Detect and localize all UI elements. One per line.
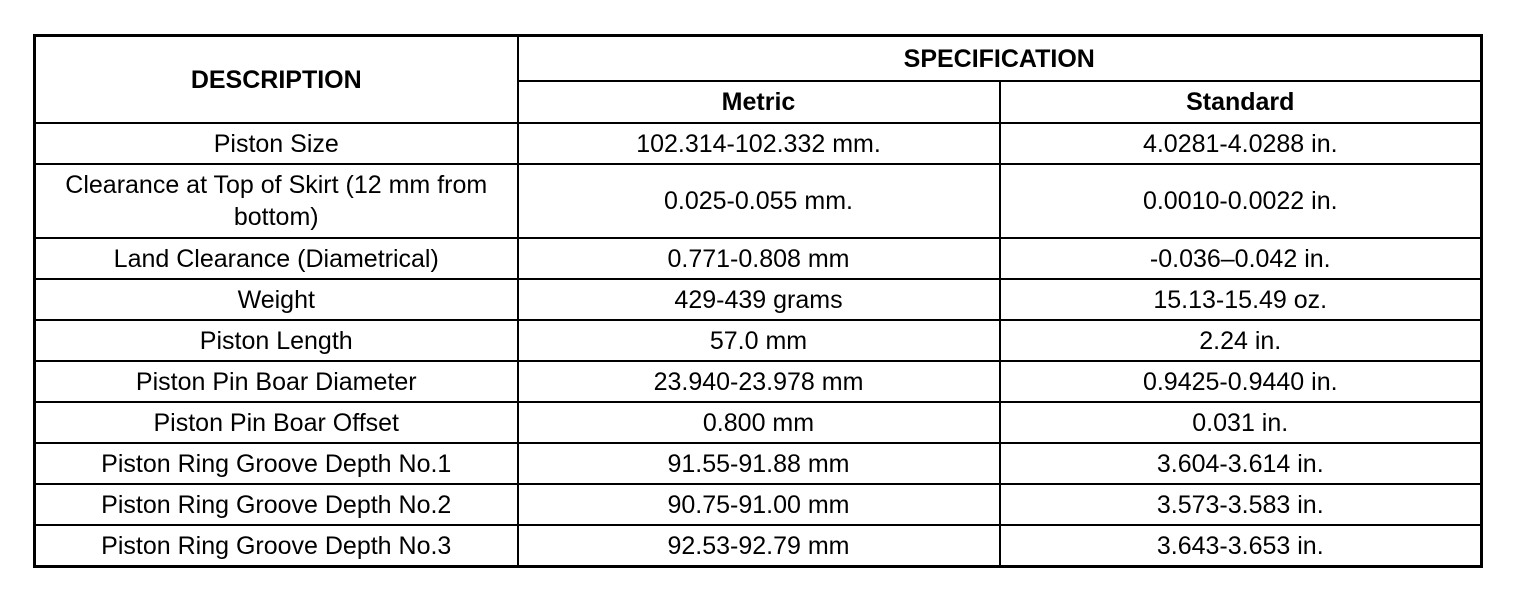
standard-cell: 0.9425-0.9440 in. — [1000, 361, 1482, 402]
table-row — [35, 484, 1482, 525]
standard-cell: 3.573-3.583 in. — [1000, 484, 1482, 525]
standard-cell: 0.031 in. — [1000, 402, 1482, 443]
metric-cell: 429-439 grams — [518, 279, 1000, 320]
table-row — [35, 402, 1482, 443]
description-cell: Piston Ring Groove Depth No.3 — [35, 525, 518, 567]
description-cell: Piston Size — [35, 123, 518, 164]
table-row — [35, 443, 1482, 484]
metric-cell: 0.025-0.055 mm. — [518, 164, 1000, 238]
metric-cell: 0.771-0.808 mm — [518, 238, 1000, 279]
standard-cell: -0.036–0.042 in. — [1000, 238, 1482, 279]
metric-cell: 90.75-91.00 mm — [518, 484, 1000, 525]
standard-cell: 0.0010-0.0022 in. — [1000, 164, 1482, 238]
metric-cell: 0.800 mm — [518, 402, 1000, 443]
metric-cell: 57.0 mm — [518, 320, 1000, 361]
description-cell — [35, 164, 518, 238]
description-header: DESCRIPTION — [35, 36, 518, 124]
metric-header: Metric — [518, 81, 1000, 123]
description-cell: Piston Ring Groove Depth No.1 — [35, 443, 518, 484]
standard-header: Standard — [1000, 81, 1482, 123]
standard-cell: 2.24 in. — [1000, 320, 1482, 361]
table-row — [35, 238, 1482, 279]
standard-cell: 3.604-3.614 in. — [1000, 443, 1482, 484]
metric-cell: 91.55-91.88 mm — [518, 443, 1000, 484]
metric-cell: 92.53-92.79 mm — [518, 525, 1000, 567]
table-row — [35, 279, 1482, 320]
description-text: Clearance at Top of Skirt (12 mm from bottom) — [65, 171, 488, 231]
description-cell: Land Clearance (Diametrical) — [35, 238, 518, 279]
description-cell: Weight — [35, 279, 518, 320]
description-cell: Piston Length — [35, 320, 518, 361]
header-row-top — [35, 36, 1482, 82]
metric-cell: 102.314-102.332 mm. — [518, 123, 1000, 164]
standard-cell: 15.13-15.49 oz. — [1000, 279, 1482, 320]
description-cell: Piston Pin Boar Diameter — [35, 361, 518, 402]
standard-cell: 4.0281-4.0288 in. — [1000, 123, 1482, 164]
table-row — [35, 525, 1482, 567]
metric-cell: 23.940-23.978 mm — [518, 361, 1000, 402]
table-row — [35, 123, 1482, 164]
description-cell: Piston Pin Boar Offset — [35, 402, 518, 443]
description-cell: Piston Ring Groove Depth No.2 — [35, 484, 518, 525]
specification-header: SPECIFICATION — [518, 36, 1482, 82]
table-row — [35, 361, 1482, 402]
specification-table — [33, 34, 1483, 568]
table-row — [35, 320, 1482, 361]
table-row — [35, 164, 1482, 238]
standard-cell: 3.643-3.653 in. — [1000, 525, 1482, 567]
